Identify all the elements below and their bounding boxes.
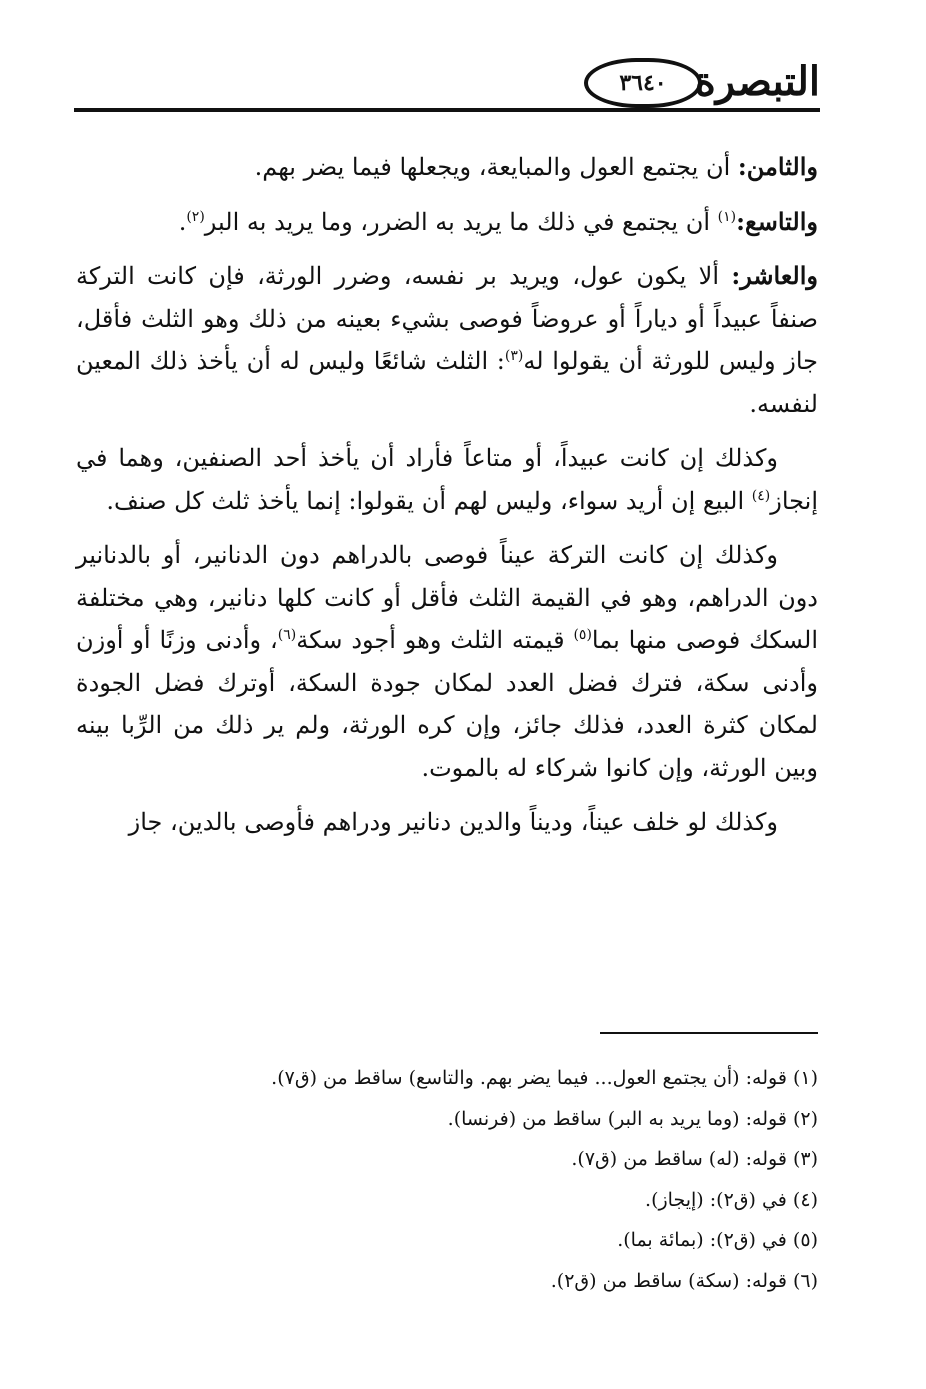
paragraph-text: ألا يكون عول، ويريد بر نفسه، وضرر الورثة، فإن كانت التركة صنفاً عبيداً أو دياراً أو عروضاً فوصى بشيء بعينه من ذلك وهو الثلث فأقل، جاز وليس للورثة أن يقولوا له [76,262,818,375]
paragraph-debt [76,801,818,844]
paragraph-lead: والثامن: [737,152,818,181]
paragraph-lead: والعاشر: [731,261,818,290]
footnote-6: (٦) قوله: (سكة) ساقط من (ق٢). [550,1269,818,1292]
paragraph-eighth [76,146,818,189]
footnote-2: (٢) قوله: (وما يريد به البر) ساقط من (فرنسا). [447,1107,818,1130]
footnote-ref[interactable]: (٢) [186,208,205,225]
paragraph-tail: : الثلث شائعًا وليس له أن يأخذ ذلك المعين لنفسه. [76,347,818,418]
page-number: ٣٦٤٠ [619,70,667,96]
paragraph-slaves [76,437,818,522]
footnote-ref[interactable]: (٦) [277,627,297,643]
footnote-1: (١) قوله: (أن يجتمع العول... فيما يضر بهم. والتاسع) ساقط من (ق٧). [271,1067,818,1089]
paragraph-tail: البيع إن أريد سواء، وليس لهم أن يقولوا: إنما يأخذ ثلث كل صنف. [106,486,752,515]
paragraph-coins [76,534,818,789]
paragraph-tenth [76,255,818,425]
paragraph-text: أن يجتمع العول والمبايعة، ويجعلها فيما يضر بهم. [254,153,738,181]
paragraph-text: أن يجتمع في ذلك ما يريد به الضرر، وما يريد به البر [204,207,718,236]
paragraph-mid: قيمته الثلث وهو أجود سكة [296,626,574,654]
paragraph-ninth [76,201,818,244]
footnote-4: (٤) في (ق٢): (إيجاز). [645,1188,818,1211]
paragraph-tail: . [178,207,187,236]
footnotes [76,1058,818,1301]
paragraph-text: وكذلك إن كانت عبيداً، أو متاعاً فأراد أن يأخذ أحد الصنفين، وهما في إنجاز [76,444,818,515]
footnote-ref[interactable]: (٤) [751,487,771,504]
paragraph-text: وكذلك إن كانت التركة عيناً فوصى بالدراهم دون الدنانير، أو بالدنانير دون الدراهم، وهو في القيمة الثلث فأقل أو كانت كلها دنانير، وهي مختلفة السكك فوصى منها بما [76,541,818,654]
footnote-rule [600,1032,818,1034]
footnote-ref[interactable]: (١) [717,208,737,225]
footnote-ref[interactable]: (٥) [573,627,592,643]
paragraph-text: وكذلك لو خلف عيناً، وديناً والدين دنانير ودراهم فأوصى بالدين، جاز [128,808,778,836]
book-title: التبصرة [694,58,820,105]
header-rule [74,108,820,112]
page-number-oval [584,58,702,108]
body-text [76,146,818,856]
page-header [74,52,820,116]
footnote-5: (٥) في (ق٢): (بمائة بما). [617,1229,818,1251]
paragraph-tail: ، وأدنى وزنًا أو أوزن وأدنى سكة، فترك فضل العدد لمكان جودة السكة، أوترك فضل الجودة لمكان كثرة العدد، فذلك جائز، وإن كره الورثة، ولم ير ذلك من الرِّبا بينه وبين الورثة، وإن كانوا شركاء له بالموت. [76,626,818,782]
paragraph-lead: والتاسع: [736,206,818,236]
footnote-3: (٣) قوله: (له) ساقط من (ق٧). [571,1148,818,1170]
footnote-ref[interactable]: (٣) [504,348,524,364]
